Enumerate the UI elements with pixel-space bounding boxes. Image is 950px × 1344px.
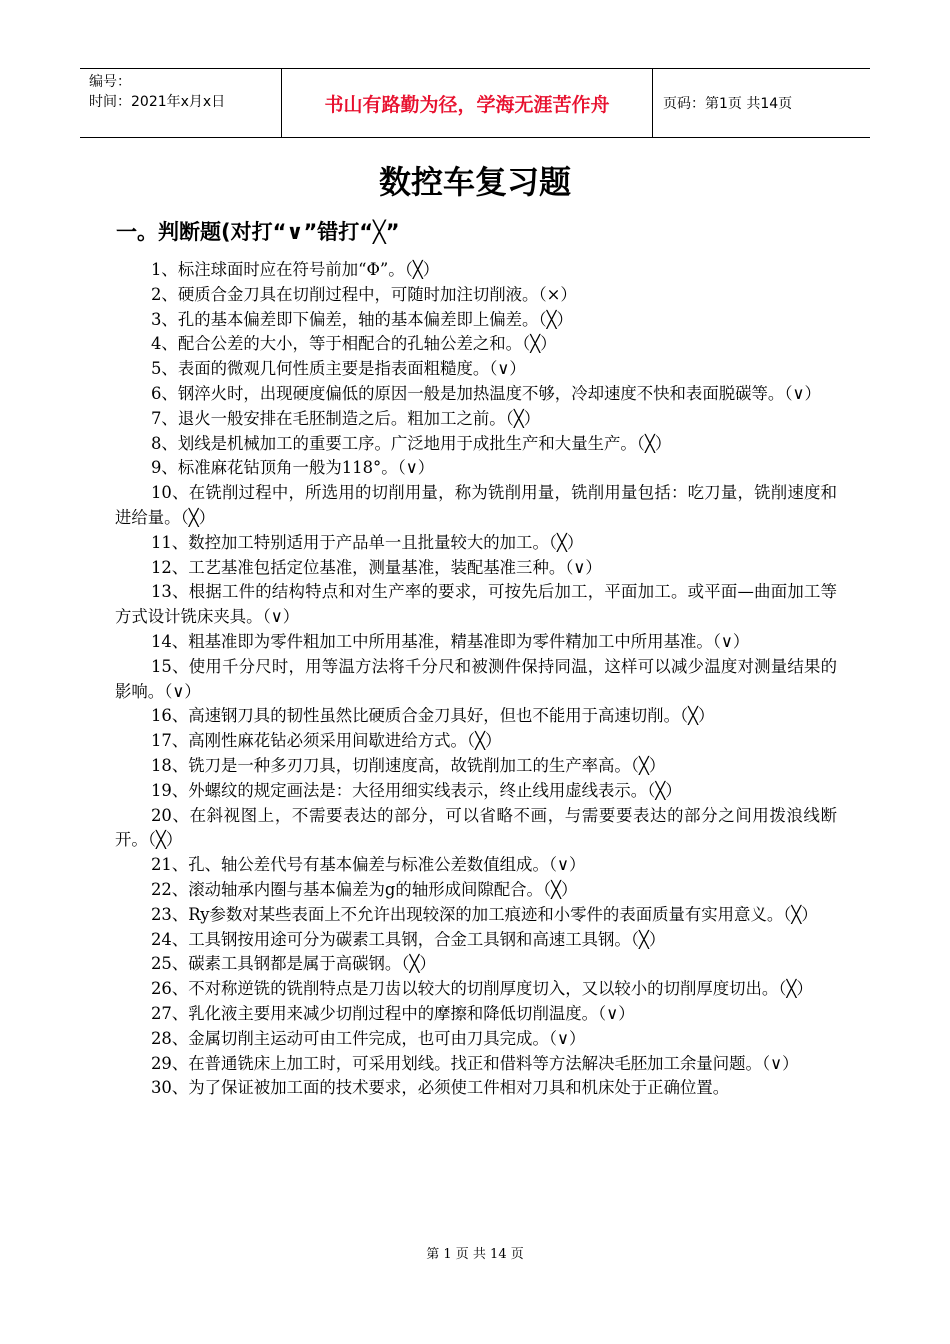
question-item: 21、孔、轴公差代号有基本偏差与标准公差数值组成。（∨） (151, 855, 586, 875)
question-item: 3、孔的基本偏差即下偏差，轴的基本偏差即上偏差。（╳） (151, 309, 573, 329)
question-item: 14、粗基准即为零件粗加工中所用基准，精基准即为零件精加工中所用基准。（∨） (151, 631, 750, 651)
question-item: 30、为了保证被加工面的技术要求，必须使工件相对刀具和机床处于正确位置。 (151, 1078, 730, 1098)
question-item: 1、标注球面时应在符号前加“Φ”。（╳） (151, 260, 440, 279)
header-motto: 书山有路勤为径，学海无涯苦作舟 (281, 69, 653, 137)
question-item: 11、数控加工特别适用于产品单一且批量较大的加工。（╳） (151, 532, 584, 552)
question-item: 4、配合公差的大小，等于相配合的孔轴公差之和。（╳） (151, 334, 557, 354)
document-number-label: 编号： (89, 74, 131, 90)
question-item: 19、外螺纹的规定画法是：大径用细实线表示，终止线用虚线表示。（╳） (151, 780, 682, 800)
page-header (80, 68, 870, 138)
question-item: 6、钢淬火时，出现硬度偏低的原因一般是加热温度不够，冷却速度不快和表面脱碳等。（∨） (151, 383, 821, 403)
question-list (115, 258, 837, 1101)
question-item: 29、在普通铣床上加工时，可采用划线。找正和借料等方法解决毛胚加工余量问题。（∨） (151, 1053, 799, 1073)
question-item: 9、标准麻花钻顶角一般为118°。（∨） (151, 458, 435, 478)
document-title: 数控车复习题 (378, 163, 571, 201)
question-item: 17、高刚性麻花钻必须采用间歇进给方式。（╳） (151, 731, 502, 751)
question-item: 2、硬质合金刀具在切削过程中，可随时加注切削液。（×） (151, 284, 577, 304)
question-item: 25、碳素工具钢都是属于高碳钢。（╳） (151, 954, 436, 974)
header-meta (80, 69, 281, 137)
question-item: 12、工艺基准包括定位基准，测量基准，装配基准三种。（∨） (151, 557, 602, 577)
question-item: 22、滚动轴承内圈与基本偏差为g的轴形成间隙配合。（╳） (151, 879, 578, 899)
question-item: 15、使用千分尺时，用等温方法将千分尺和被测件保持同温，这样可以减少温度对测量结果的影响。（∨） (115, 656, 837, 701)
question-item: 24、工具钢按用途可分为碳素工具钢，合金工具钢和高速工具钢。（╳） (151, 929, 666, 949)
question-item: 16、高速钢刀具的韧性虽然比硬质合金刀具好，但也不能用于高速切削。（╳） (151, 706, 715, 726)
question-item: 27、乳化液主要用来减少切削过程中的摩擦和降低切削温度。（∨） (151, 1003, 635, 1023)
question-item: 5、表面的微观几何性质主要是指表面粗糙度。（∨） (151, 359, 526, 379)
question-item: 18、铣刀是一种多刃刀具，切削速度高，故铣削加工的生产率高。（╳） (151, 755, 666, 775)
document-date: 时间：2021年x月x日 (89, 94, 226, 110)
header-page-info: 页码：第1页 共14页 (663, 96, 793, 112)
page-footer: 第 1 页 共 14 页 (426, 1247, 524, 1262)
question-item: 28、金属切削主运动可由工件完成，也可由刀具完成。（∨） (151, 1028, 586, 1048)
question-item: 7、退火一般安排在毛胚制造之后。粗加工之前。（╳） (151, 408, 541, 428)
question-item: 23、Ry参数对某些表面上不允许出现较深的加工痕迹和小零件的表面质量有实用意义。（╳） (151, 904, 818, 924)
question-item: 13、根据工件的结构特点和对生产率的要求，可按先后加工，平面加工。或平面—曲面加工等方式设计铣床夹具。（∨） (115, 582, 837, 627)
question-item: 8、划线是机械加工的重要工序。广泛地用于成批生产和大量生产。（╳） (151, 433, 672, 453)
section-heading: 一。判断题(对打“∨”错打“╳” (116, 220, 400, 244)
question-item: 26、不对称逆铣的铣削特点是刀齿以较大的切削厚度切入，又以较小的切削厚度切出。（╳） (151, 979, 813, 999)
question-item: 10、在铣削过程中，所选用的切削用量，称为铣削用量，铣削用量包括：吃刀量，铣削速度和进给量。（╳） (115, 483, 837, 527)
question-item: 20、在斜视图上，不需要表达的部分，可以省略不画，与需要要表达的部分之间用拨浪线断开。（╳） (115, 805, 837, 850)
